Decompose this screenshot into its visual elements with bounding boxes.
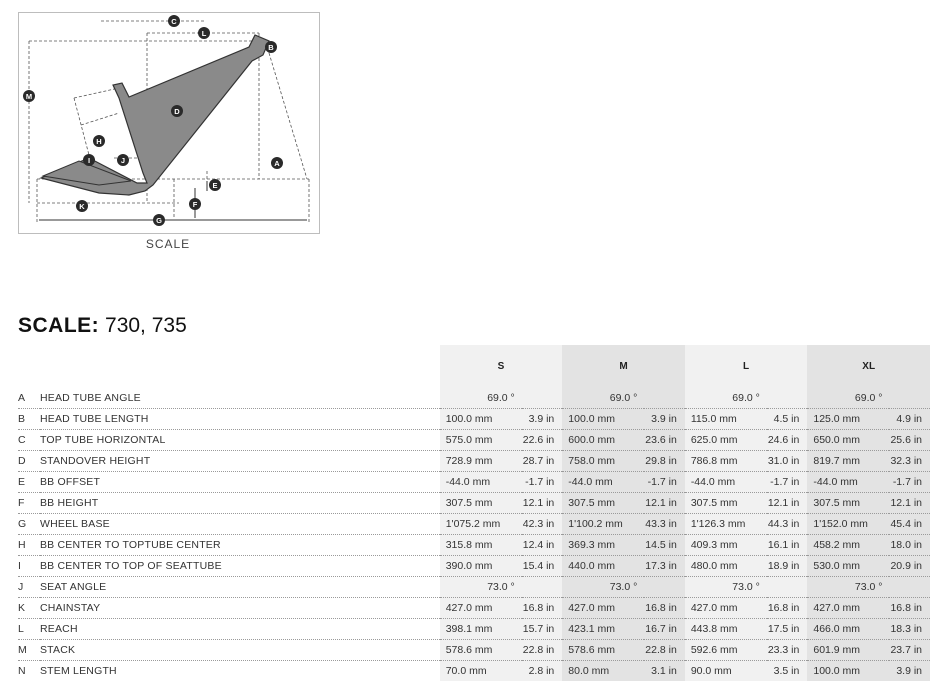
row-key: K	[18, 598, 40, 619]
model-name: SCALE:	[18, 314, 100, 337]
imperial-value: 12.4 in	[522, 535, 563, 556]
metric-value: -44.0 mm	[562, 472, 644, 493]
guide-line	[74, 88, 119, 98]
row-label: STEM LENGTH	[39, 665, 117, 677]
metric-value: -44.0 mm	[807, 472, 889, 493]
row-label: HEAD TUBE LENGTH	[40, 409, 440, 430]
imperial-value: 42.3 in	[522, 514, 563, 535]
metric-value: 443.8 mm	[685, 619, 767, 640]
marker-label-a: A	[274, 159, 280, 168]
metric-value: 650.0 mm	[807, 430, 889, 451]
table-row	[18, 472, 930, 493]
size-header-l: L	[685, 345, 808, 388]
table-row	[18, 451, 930, 472]
angle-value: 69.0 °	[807, 388, 930, 409]
metric-value: 458.2 mm	[807, 535, 889, 556]
imperial-value: 15.4 in	[522, 556, 563, 577]
metric-value: 100.0 mm	[440, 409, 522, 430]
size-header-s: S	[440, 345, 563, 388]
row-key: N	[18, 665, 26, 677]
marker-label-d: D	[174, 107, 180, 116]
metric-value: 728.9 mm	[440, 451, 522, 472]
imperial-value: 14.5 in	[644, 535, 685, 556]
row-label: BB CENTER TO TOP OF SEATTUBE	[40, 556, 440, 577]
metric-value: 115.0 mm	[685, 409, 767, 430]
imperial-value: 22.6 in	[522, 430, 563, 451]
marker-label-l: L	[201, 29, 207, 38]
metric-value: 625.0 mm	[685, 430, 767, 451]
metric-value: 530.0 mm	[807, 556, 889, 577]
angle-value: 73.0 °	[685, 577, 808, 598]
row-label: BB CENTER TO TOPTUBE CENTER	[40, 535, 440, 556]
metric-value: 786.8 mm	[685, 451, 767, 472]
table-row	[18, 661, 930, 682]
row-label: TOP TUBE HORIZONTAL	[40, 430, 440, 451]
marker-label-k: K	[79, 202, 85, 211]
row-key: B	[18, 409, 40, 430]
imperial-value: 24.6 in	[767, 430, 808, 451]
marker-label-m: M	[25, 92, 33, 101]
imperial-value: 18.9 in	[767, 556, 808, 577]
metric-value: 369.3 mm	[562, 535, 644, 556]
page-title	[18, 314, 187, 338]
imperial-value: 44.3 in	[767, 514, 808, 535]
metric-value: 427.0 mm	[440, 598, 522, 619]
angle-value: 69.0 °	[685, 388, 808, 409]
imperial-value: 15.7 in	[522, 619, 563, 640]
metric-value: 601.9 mm	[807, 640, 889, 661]
row-key: C	[18, 430, 40, 451]
angle-value: 69.0 °	[440, 388, 563, 409]
metric-value: -44.0 mm	[685, 472, 767, 493]
imperial-value: 16.8 in	[644, 598, 685, 619]
imperial-value: 12.1 in	[644, 493, 685, 514]
metric-value: 1'152.0 mm	[807, 514, 889, 535]
metric-value: 427.0 mm	[807, 598, 889, 619]
metric-value: 125.0 mm	[807, 409, 889, 430]
imperial-value: 17.5 in	[767, 619, 808, 640]
table-row	[18, 535, 930, 556]
imperial-value: 16.8 in	[889, 598, 930, 619]
metric-value: 819.7 mm	[807, 451, 889, 472]
header-spacer	[18, 345, 40, 388]
imperial-value: -1.7 in	[522, 472, 563, 493]
metric-value: 90.0 mm	[685, 661, 767, 682]
row-label: CHAINSTAY	[40, 598, 440, 619]
metric-value: 409.3 mm	[685, 535, 767, 556]
row-key: H	[18, 535, 40, 556]
metric-value: 307.5 mm	[440, 493, 522, 514]
imperial-value: 23.3 in	[767, 640, 808, 661]
table-row	[18, 514, 930, 535]
row-key: I	[18, 556, 40, 577]
imperial-value: 4.9 in	[889, 409, 930, 430]
table-row	[18, 598, 930, 619]
metric-value: 578.6 mm	[440, 640, 522, 661]
metric-value: 480.0 mm	[685, 556, 767, 577]
metric-value: 307.5 mm	[807, 493, 889, 514]
header-spacer	[40, 345, 440, 388]
metric-value: 758.0 mm	[562, 451, 644, 472]
metric-value: 600.0 mm	[562, 430, 644, 451]
metric-value: 80.0 mm	[562, 661, 644, 682]
metric-value: 423.1 mm	[562, 619, 644, 640]
imperial-value: 17.3 in	[644, 556, 685, 577]
imperial-value: 16.7 in	[644, 619, 685, 640]
model-numbers: 730, 735	[105, 314, 187, 337]
imperial-value: 16.1 in	[767, 535, 808, 556]
imperial-value: 43.3 in	[644, 514, 685, 535]
imperial-value: 12.1 in	[767, 493, 808, 514]
geometry-table	[18, 345, 930, 681]
bike-frame	[41, 35, 269, 195]
imperial-value: 16.8 in	[767, 598, 808, 619]
metric-value: 578.6 mm	[562, 640, 644, 661]
imperial-value: 3.1 in	[644, 661, 685, 682]
row-label: STACK	[40, 640, 440, 661]
size-header-xl: XL	[807, 345, 930, 388]
imperial-value: 12.1 in	[889, 493, 930, 514]
metric-value: 1'075.2 mm	[440, 514, 522, 535]
geometry-table-body	[18, 388, 930, 681]
imperial-value: 22.8 in	[644, 640, 685, 661]
imperial-value: -1.7 in	[644, 472, 685, 493]
metric-value: 398.1 mm	[440, 619, 522, 640]
marker-label-b: B	[268, 43, 274, 52]
metric-value: 100.0 mm	[562, 409, 644, 430]
row-key: L	[18, 619, 40, 640]
table-row	[18, 577, 930, 598]
row-label: BB OFFSET	[40, 472, 440, 493]
imperial-value: 16.8 in	[522, 598, 563, 619]
row-label: STANDOVER HEIGHT	[40, 451, 440, 472]
table-row	[18, 430, 930, 451]
metric-value: 390.0 mm	[440, 556, 522, 577]
table-row	[18, 493, 930, 514]
angle-value: 73.0 °	[440, 577, 563, 598]
table-row	[18, 556, 930, 577]
imperial-value: 18.3 in	[889, 619, 930, 640]
row-label: WHEEL BASE	[40, 514, 440, 535]
metric-value: 466.0 mm	[807, 619, 889, 640]
row-key: M	[18, 640, 40, 661]
imperial-value: -1.7 in	[889, 472, 930, 493]
metric-value: 307.5 mm	[685, 493, 767, 514]
row-label: BB HEIGHT	[40, 493, 440, 514]
row-label: REACH	[40, 619, 440, 640]
metric-value: -44.0 mm	[440, 472, 522, 493]
marker-label-j: J	[120, 156, 126, 165]
marker-label-f: F	[192, 200, 198, 209]
size-header-row	[18, 345, 930, 388]
imperial-value: 31.0 in	[767, 451, 808, 472]
metric-value: 427.0 mm	[562, 598, 644, 619]
marker-label-i: I	[87, 156, 91, 165]
metric-value: 1'100.2 mm	[562, 514, 644, 535]
imperial-value: 3.5 in	[767, 661, 808, 682]
marker-label-h: H	[96, 137, 102, 146]
imperial-value: 23.6 in	[644, 430, 685, 451]
row-key: E	[18, 472, 40, 493]
imperial-value: 12.1 in	[522, 493, 563, 514]
row-key: F	[18, 493, 40, 514]
angle-value: 73.0 °	[562, 577, 685, 598]
metric-value: 70.0 mm	[440, 661, 522, 682]
diagram-caption: SCALE	[145, 237, 191, 251]
row-key: A	[18, 388, 40, 409]
metric-value: 1'126.3 mm	[685, 514, 767, 535]
imperial-value: 20.9 in	[889, 556, 930, 577]
marker-label-c: C	[171, 17, 177, 26]
frame-geometry-diagram	[18, 12, 320, 234]
imperial-value: 32.3 in	[889, 451, 930, 472]
row-key: D	[18, 451, 40, 472]
imperial-value: 3.9 in	[522, 409, 563, 430]
imperial-value: 29.8 in	[644, 451, 685, 472]
imperial-value: 25.6 in	[889, 430, 930, 451]
table-row	[18, 619, 930, 640]
imperial-value: 18.0 in	[889, 535, 930, 556]
imperial-value: 3.9 in	[889, 661, 930, 682]
table-row	[18, 409, 930, 430]
imperial-value: 2.8 in	[522, 661, 563, 682]
imperial-value: 4.5 in	[767, 409, 808, 430]
angle-value: 73.0 °	[807, 577, 930, 598]
metric-value: 592.6 mm	[685, 640, 767, 661]
frame-diagram-svg	[19, 13, 319, 233]
angle-value: 69.0 °	[562, 388, 685, 409]
guide-line	[81, 113, 119, 125]
table-row	[18, 388, 930, 409]
imperial-value: -1.7 in	[767, 472, 808, 493]
row-key: G	[18, 514, 40, 535]
imperial-value: 3.9 in	[644, 409, 685, 430]
metric-value: 440.0 mm	[562, 556, 644, 577]
row-label: SEAT ANGLE	[40, 577, 440, 598]
metric-value: 315.8 mm	[440, 535, 522, 556]
size-header-m: M	[562, 345, 685, 388]
marker-label-g: G	[156, 216, 162, 225]
metric-value: 427.0 mm	[685, 598, 767, 619]
imperial-value: 45.4 in	[889, 514, 930, 535]
imperial-value: 28.7 in	[522, 451, 563, 472]
imperial-value: 23.7 in	[889, 640, 930, 661]
table-row	[18, 640, 930, 661]
metric-value: 307.5 mm	[562, 493, 644, 514]
metric-value: 100.0 mm	[807, 661, 889, 682]
metric-value: 575.0 mm	[440, 430, 522, 451]
marker-label-e: E	[212, 181, 218, 190]
imperial-value: 22.8 in	[522, 640, 563, 661]
row-key: J	[18, 577, 40, 598]
row-label: HEAD TUBE ANGLE	[40, 388, 440, 409]
